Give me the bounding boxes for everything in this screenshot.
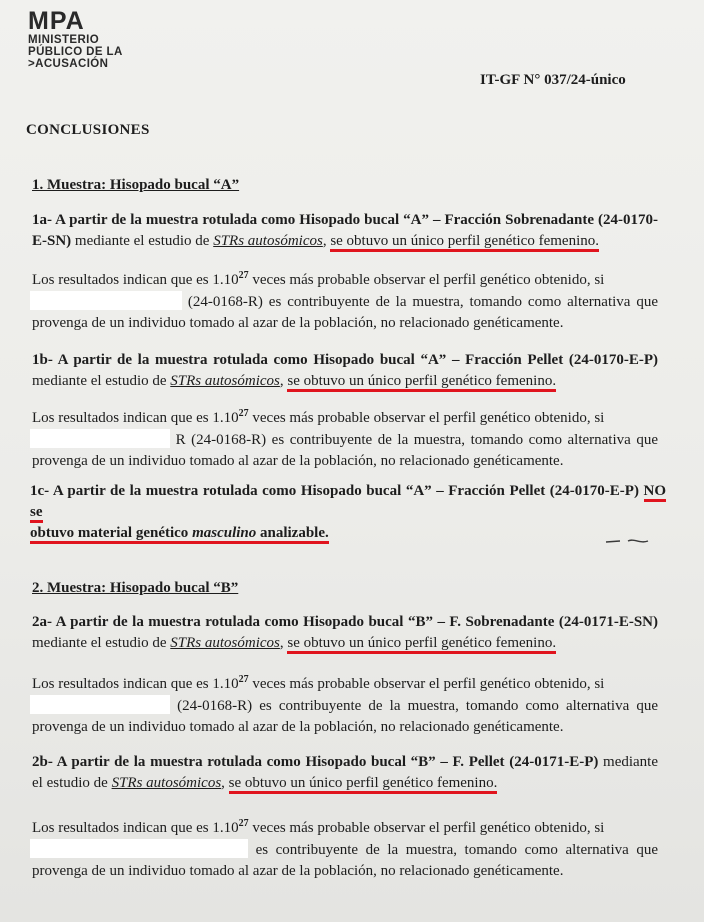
conclusion-label: 2b- A partir de la muestra rotulada como: [32, 754, 306, 770]
redaction-box: [30, 429, 170, 448]
conclusion-label: 1a- A partir de la muestra rotulada como: [32, 212, 300, 228]
result-text: Los resultados indican que es 1.10: [32, 272, 239, 288]
sample-name: Hisopado bucal “A” – Fracción Pellet (24-0170-E-P): [313, 352, 659, 368]
handwritten-mark: [604, 535, 656, 547]
sample-name: Hisopado bucal “B” – F. Sobrenadante (24-0171-E-SN): [303, 614, 658, 630]
result-text: contribuyente de la muestra, tomando como alternativa que provenga de un individuo tomado al azar de la población, no relacionado genéticamente.: [32, 842, 658, 879]
logo-line-2: PÚBLICO DE LA: [28, 46, 123, 58]
reference-code: (24-0168-R): [177, 698, 253, 714]
separator: ,: [221, 775, 229, 791]
section-2-title: 2. Muestra: Hisopado bucal “B”: [32, 580, 239, 596]
result-text: Los resultados indican que es 1.10: [32, 410, 239, 426]
logo-line-3: >ACUSACIÓN: [28, 58, 109, 70]
highlighted-result: se obtuvo un único perfil genético femenino.: [287, 635, 556, 654]
result-text: veces más probable observar el perfil genético obtenido, si: [248, 272, 605, 288]
mpa-logo: [28, 8, 123, 70]
redaction-box: [30, 695, 170, 714]
conclusion-1c: [30, 481, 666, 544]
conclusion-label: 2a- A partir de la muestra rotulada como: [32, 614, 304, 630]
redaction-box: [30, 291, 182, 310]
conclusions-heading: CONCLUSIONES: [26, 122, 150, 138]
result-2b: [32, 818, 658, 882]
conclusion-label: 1c- A partir de la muestra rotulada como: [30, 483, 301, 499]
reference-code: (24-0168-R): [187, 294, 263, 310]
exponent: 27: [238, 818, 249, 829]
section-1-title: 1. Muestra: Hisopado bucal “A”: [32, 177, 240, 193]
separator: ,: [279, 373, 288, 389]
result-text: obtuvo material genético: [30, 525, 193, 541]
separator: ,: [279, 635, 288, 651]
redaction-box: [30, 839, 248, 858]
document-reference: IT-GF N° 037/24-único: [480, 72, 626, 88]
method-name: STRs autosómicos: [213, 233, 323, 249]
conclusion-label: 1b- A partir de la muestra rotulada como: [32, 352, 314, 368]
method-name: STRs autosómicos: [170, 635, 280, 651]
result-text: es contribuyente de la muestra, tomando como alternativa que provenga de un individuo tomado al azar de la población, no relacionado genéticamente.: [32, 698, 659, 735]
conclusion-2a: [32, 612, 658, 654]
conclusion-2b: [32, 752, 658, 794]
result-1b: [32, 408, 658, 472]
result-1a: [32, 270, 658, 334]
highlighted-result: se obtuvo un único perfil genético femenino.: [330, 233, 599, 252]
logo-line-1: MINISTERIO: [28, 34, 100, 46]
result-text: veces más probable observar el perfil genético obtenido, si: [248, 410, 605, 426]
result-text: Los resultados indican que es 1.10: [32, 676, 239, 692]
highlighted-result: [30, 525, 329, 544]
method-intro: mediante el estudio de: [71, 233, 214, 249]
method-name: STRs autosómicos: [170, 373, 280, 389]
exponent: 27: [238, 408, 249, 419]
result-text: analizable.: [256, 525, 329, 541]
reference-code: es: [255, 842, 269, 858]
result-text: es contribuyente de la muestra, tomando como alternativa que provenga de un individuo tomado al azar de la población, no relacionado genéticamente.: [32, 294, 659, 331]
result-text: Los resultados indican que es 1.10: [32, 820, 239, 836]
method-intro: mediante el estudio de: [32, 635, 171, 651]
exponent: 27: [238, 674, 249, 685]
negative-result-flag: NO se: [30, 483, 666, 523]
highlighted-result: se obtuvo un único perfil genético femenino.: [229, 775, 498, 794]
exponent: 27: [238, 270, 249, 281]
result-text: veces más probable observar el perfil genético obtenido, si: [248, 676, 605, 692]
result-text: veces más probable observar el perfil genético obtenido, si: [248, 820, 605, 836]
conclusion-1b: [32, 350, 658, 392]
reference-code: R (24-0168-R): [175, 432, 267, 448]
masculine-term: masculino: [192, 525, 257, 541]
method-name: STRs autosómicos: [111, 775, 222, 791]
result-2a: [32, 674, 658, 738]
method-intro: mediante el estudio de: [32, 754, 659, 791]
sample-name: Hisopado bucal “A” – Fracción Pellet (24-0170-E-P): [300, 483, 639, 499]
method-intro: mediante el estudio de: [32, 373, 171, 389]
highlighted-result: se obtuvo un único perfil genético femenino.: [287, 373, 556, 392]
logo-mark: MPA: [28, 7, 85, 35]
sample-name: Hisopado bucal “B” – F. Pellet (24-0171-E-P): [305, 754, 599, 770]
conclusion-1a: [32, 210, 658, 252]
result-text: es contribuyente de la muestra, tomando como alternativa que provenga de un individuo tomado al azar de la población, no relacionado genéticamente.: [32, 432, 659, 469]
sample-name: Hisopado bucal “A” – Fracción Sobrenadante (24-0170-E-SN): [32, 212, 658, 249]
separator: ,: [322, 233, 331, 249]
